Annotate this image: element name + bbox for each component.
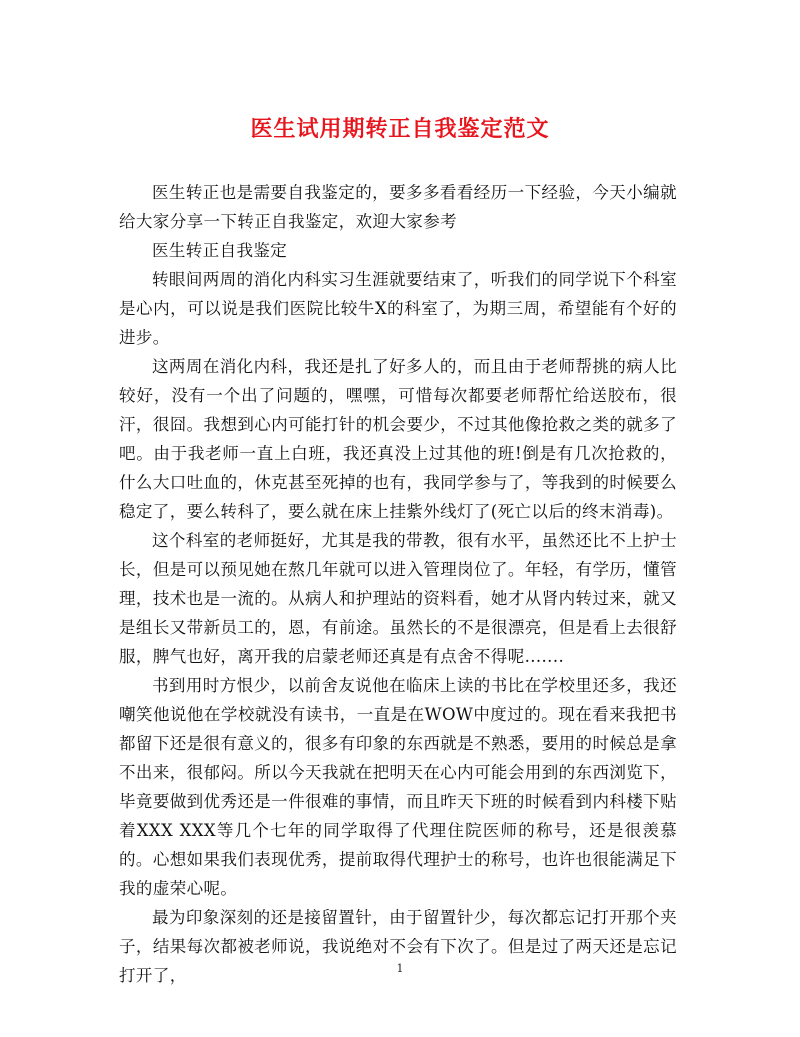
body-paragraph: 书到用时方恨少，以前舍友说他在临床上读的书比在学校里还多，我还嘲笑他说他在学校就没有读书，一直是在WOW中度过的。现在看来我把书都留下还是很有意义的，很多有印象的东西就是不熟悉，要用的时候总是拿不出来，很郁闷。所以今天我就在把明天在心内可能会用到的东西浏览下，毕竟要做到优秀还是一件很难的事情，而且昨天下班的时候看到内科楼下贴着XXX XXX等几个七年的同学取得了代理住院医师的称号，还是很羡慕的。心想如果我们表现优秀，提前取得代理护士的称号，也许也很能满足下我的虚荣心呢。 — [119, 676, 677, 898]
body-paragraph: 这两周在消化内科，我还是扎了好多人的，而且由于老师帮挑的病人比较好，没有一个出了问题的，嘿嘿，可惜每次都要老师帮忙给送胶布，很汗，很囧。我想到心内可能打针的机会要少，不过其他像抢救之类的就多了吧。由于我老师一直上白班，我还真没上过其他的班!倒是有几次抢救的，什么大口吐血的，休克甚至死掉的也有，我同学参与了，等我到的时候要么稳定了，要么转科了，要么就在床上挂紫外线灯了(死亡以后的终末消毒)。 — [119, 357, 677, 521]
page-number: 1 — [396, 962, 404, 975]
section-heading: 医生转正自我鉴定 — [152, 241, 288, 260]
body-paragraph: 这个科室的老师挺好，尤其是我的带教，很有水平，虽然还比不上护士长，但是可以预见她在熬几年就可以进入管理岗位了。年轻，有学历，懂管理，技术也是一流的。从病人和护理站的资料看，她才从肾内转过来，就又是组长又带新员工的，恩，有前途。虽然长的不是很漂亮，但是看上去很舒服，脾气也好，离开我的启蒙老师还真是有点舍不得呢....... — [119, 531, 677, 666]
body-paragraph: 最为印象深刻的还是接留置针，由于留置针少，每次都忘记打开那个夹子，结果每次都被老师说，我说绝对不会有下次了。但是过了两天还是忘记打开了， — [119, 908, 677, 985]
body-paragraph: 转眼间两周的消化内科实习生涯就要结束了，听我们的同学说下个科室是心内，可以说是我们医院比较牛X的科室了，为期三周，希望能有个好的进步。 — [119, 270, 677, 347]
intro-paragraph: 医生转正也是需要自我鉴定的，要多多看看经历一下经验，今天小编就给大家分享一下转正自我鉴定，欢迎大家参考 — [119, 183, 677, 231]
document-body — [119, 178, 677, 990]
document-title: 医生试用期转正自我鉴定范文 — [250, 116, 550, 142]
